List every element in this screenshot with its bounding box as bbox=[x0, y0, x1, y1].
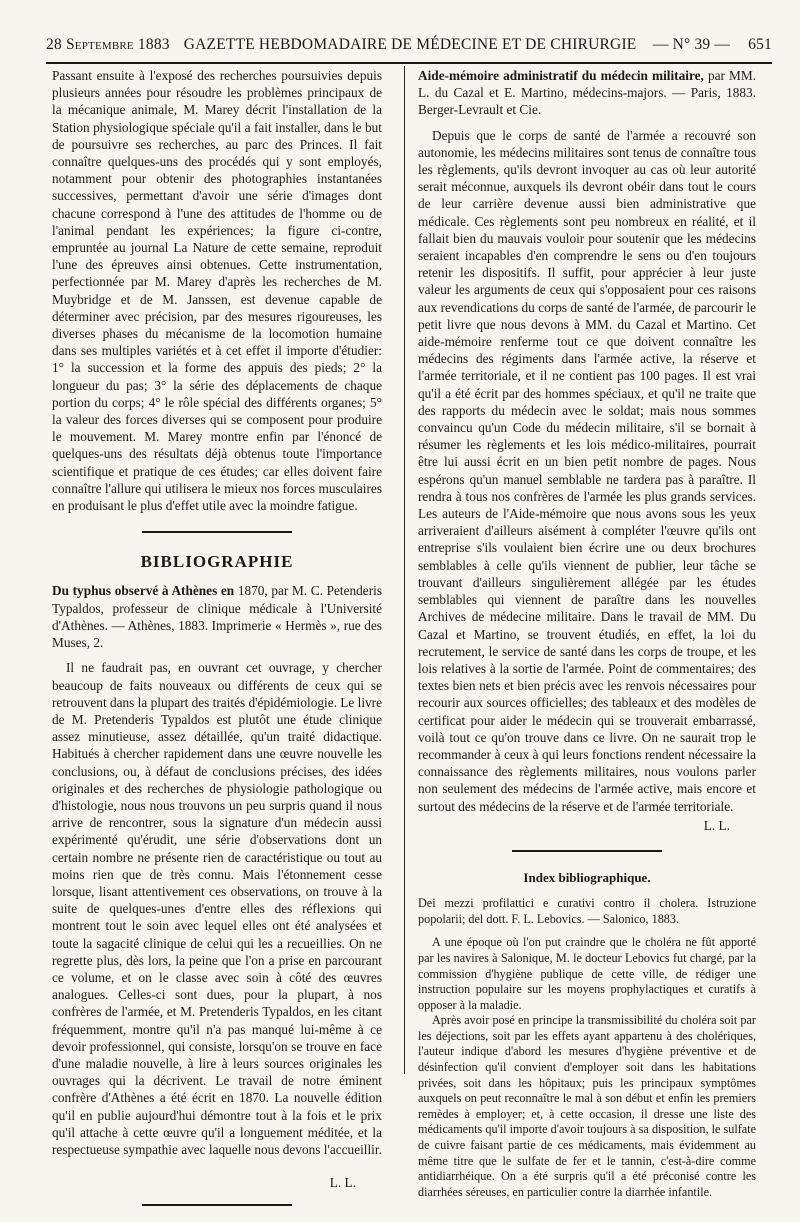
cholera-paragraph-1: A une époque où l'on put craindre que le choléra ne fût apporté par les navires à Salonique, M. le docteur Lebovics fut chargé, par la commission d'hygiène publique de cette ville, de rédiger une instruction populaire sur les moyens prophylactiques et curatifs à opposer à la maladie. bbox=[418, 935, 756, 1012]
aide-memoire-review: Depuis que le corps de santé de l'armée a recouvré son autonomie, les médecins militaires sont tenus de connaître tous les règlements, qu'ils devront invoquer au cas où leur autorité serait méconnue, auxquels ils devront obéir dans tout le cours de leur carrière devenue aussi bien administrative que médicale. Ces règlements sont peu nombreux en réalité, et il fallait bien du mauvais vouloir pour soutenir que les médecins seraient incapables d'en comprendre le sens ou d'en toujours retenir les dispositifs. Il suffit, pour apprécier à leur juste valeur les arguments de ceux qui s'opposaient pour ces raisons aux revendications du corps de santé de l'armée, de parcourir le petit livre que nous devons à MM. du Cazal et Martino. Cet aide-mémoire renferme tout ce que doivent connaître les médecins des régiments dans l'armée active, la réserve et l'armée territoriale, et il ne contient pas 100 pages. Il est vrai qu'il a été écrit par des hommes spéciaux, et qu'il ne traite que des rapports du médecin avec le soldat; mais nous sommes convaincu qu'un Code du médecin militaire, s'il se bornait à résumer les règlements et les lois médico-militaires, pourrait être lui aussi écrit en un bien petit nombre de pages. Nous espérons qu'un manuel semblable ne tardera pas à paraître. Il rendra à tous nos confrères de l'armée les plus grands services. Les auteurs de l'Aide-mémoire que nous avons sous les yeux arriveraient d'ailleurs aisément à compléter l'œuvre qu'ils ont entreprise s'ils voulaient bien écrire une ou deux brochures semblables à celle qu'ils viennent de publier, leur tâche se trouvant d'ailleurs singulièrement allégée par les études semblables qui viennent de paraître dans les nouvelles Archives de médecine militaire. Dans le travail de MM. Du Cazal et Martino, se trouvent étudiés, en effet, la loi du recrutement, le service de santé dans les corps de troupe, et les lois relatives à la sortie de l'armée. Point de commentaires; des textes bien nets et bien précis avec les renvois nécessaires pour recourir aux sources officielles; des tableaux et des modèles de certificat pour aider le médecin qui se trouverait embarrassé, voilà tout ce qu'on trouve dans ce livre. On ne saurait trop le recommander à ceux à qui leurs fonctions rendent nécessaire la connaissance des règlements militaires, nous voulons parler non seulement des médecins de l'armée active, mais encore et surtout des médecins de la réserve et de l'armée territoriale. bbox=[418, 127, 756, 814]
index-reference: Dei mezzi profilattici e curativi contro il cholera. Istruzione popolarii; del dott. F. L. Lebovics. — Salonico, 1883. bbox=[418, 896, 756, 926]
journal-title: GAZETTE HEBDOMADAIRE DE MÉDECINE ET DE CHIRURGIE bbox=[183, 36, 637, 53]
page-number: 651 bbox=[748, 36, 772, 53]
bibliography-entry bbox=[52, 582, 382, 651]
bibliography-heading: Du typhus observé à Athènes en bbox=[52, 583, 235, 599]
marey-paragraph: Passant ensuite à l'exposé des recherches poursuivies depuis plusieurs années pour résoudre les problèmes principaux de la mécanique animale, M. Marey décrit l'installation de la Station physiologique spéciale qu'il a fait installer, dans le but de poursuivre ses recherches, au parc des Princes. Il fait connaître quelques-uns des procédés qui y sont employés, notamment pour obtenir des photographies instantanées successives, permettant d'avoir une série d'images dont chacune correspond à l'une des attitudes de l'homme ou de l'animal pendant les expériences; la figure ci-contre, empruntée au journal La Nature de cette semaine, reproduit l'une des épreuves ainsi obtenues. Cette instrumentation, perfectionnée par M. Marey d'après les recherches de M. Muybridge et de M. Janssen, est devenue capable de déterminer avec précision, par des mesures rigoureuses, les diverses phases du mécanisme de la locomotion humaine dans ses multiples variétés et à cet effet il importe d'étudier: 1° la succession et la forme des appuis des pieds; 2° la longueur du pas; 3° la série des déplacements de chaque portion du corps; 4° le rôle spécial des différents organes; 5° la valeur des forces diverses qui se composent pour produire le mouvement. M. Marey montre enfin par l'énoncé de quelques-uns des résultats déjà obtenus toute l'importance scientifique et pratique de ces études; car elles doivent faire connaître l'allure qui utilisera le mieux nos forces musculaires en produisant le plus d'effet utile avec la moindre fatigue. bbox=[52, 68, 382, 514]
issue-date: 28 Septembre 1883 bbox=[46, 36, 170, 53]
bibliography-details: 1870, par M. C. Petenderis Typaldos, professeur de clinique médicale à l'Université d'Athènes. — Athènes, 1883. Imprimerie « Hermès », rue des Muses, 2. bbox=[52, 583, 382, 651]
aide-memoire-entry bbox=[418, 67, 756, 119]
cholera-paragraph-2: Après avoir posé en principe la transmissibilité du choléra soit par les déjections, soit par les effets ayant appartenu à des cholériques, l'auteur indique d'abord les mesures d'hygiène préventive et de désinfection qu'il convient d'employer soit dans les habitations privées, soit dans les hôpitaux; puis les principaux symptômes auxquels on peut reconnaître le mal à son début et enfin les premiers remèdes à employer; et, à cette occasion, il dresse une liste des médicaments qu'il importe d'avoir toujours à sa disposition, le sulfate de cuivre faisant partie de ces médicaments, mais évidemment au même titre que le sulfate de fer et le tannin, c'est-à-dire comme antidiarrhéique. On a été surpris qu'il a été préconisé contre les diarrhées séreuses, en particulier contre la diarrhée infantile. bbox=[418, 1013, 756, 1199]
header-left bbox=[46, 36, 636, 54]
aide-memoire-heading: Aide-mémoire administratif du médecin militaire, bbox=[418, 68, 704, 83]
column-divider bbox=[404, 66, 405, 1074]
section-title: BIBLIOGRAPHIE bbox=[140, 552, 294, 572]
issue-number: — N° 39 — bbox=[652, 36, 731, 53]
left-signature: L. L. bbox=[329, 1175, 356, 1191]
typhus-review: Il ne faudrait pas, en ouvrant cet ouvrage, y chercher beaucoup de faits nouveaux ou différents de ceux qui se retrouvent dans la plupart des traités d'épidémiologie. Le livre de M. Pretenderis Typaldos est plutôt une étude clinique assez minutieuse, assez détaillée, qu'un traité didactique. Habitués à chercher rapidement dans une œuvre nouvelle les conclusions, ou, à défaut de conclusions précises, des idées originales et des recherches de physiologie pathologique ou d'histologie, nous nous trouvons un peu surpris quand il nous arrive de rencontrer, sous la signature d'un médecin aussi expérimenté qu'érudit, une série d'observations dont un certain nombre ne présente rien de caractéristique ou tout au moins rien que de très connu. Mais l'étonnement cesse lorsque, lisant attentivement ces observations, on trouve à la suite de quelques-unes d'entre elles des réflexions qui montrent tout le soin avec lequel elles ont été analysées et toute la sagacité clinique de celui qui les a recueillies. On ne regrette plus, dès lors, la peine que l'on a prise en parcourant ce volume, et on le classe avec soin à côté des œuvres analogues. Celles-ci sont dues, pour la plupart, à nos confrères de l'armée, et M. Pretenderis Typaldos, en les citant fréquemment, montre qu'il n'a pas manqué lui-même à ce devoir professionnel, qui consiste, lorsqu'on se trouve en face d'une maladie nouvelle, à lire à leurs sources originales les ouvrages qui la décrivent. Le travail de notre éminent confrère d'Athènes a été écrit en 1870. La nouvelle édition qu'il en publie aujourd'hui démontre tout à la fois et le prix qu'il attache à cette œuvre qu'il a longuement méditée, et la respectueuse sympathie avec laquelle nous devons l'accueillir. bbox=[52, 660, 382, 1157]
right-signature: L. L. bbox=[703, 817, 730, 833]
separator-rule-right bbox=[512, 850, 662, 853]
page-header bbox=[46, 36, 772, 58]
separator-rule bbox=[142, 530, 292, 533]
bottom-rule bbox=[142, 1203, 292, 1206]
header-rule bbox=[46, 62, 772, 64]
aide-memoire-details: par MM. L. du Cazal et E. Martino, médecins-majors. — Paris, 1883. Berger-Levrault et Cie. bbox=[418, 68, 756, 118]
left-column bbox=[52, 67, 382, 1222]
right-column bbox=[418, 67, 756, 1200]
index-title: Index bibliographique. bbox=[523, 869, 651, 885]
header-right bbox=[653, 36, 772, 54]
